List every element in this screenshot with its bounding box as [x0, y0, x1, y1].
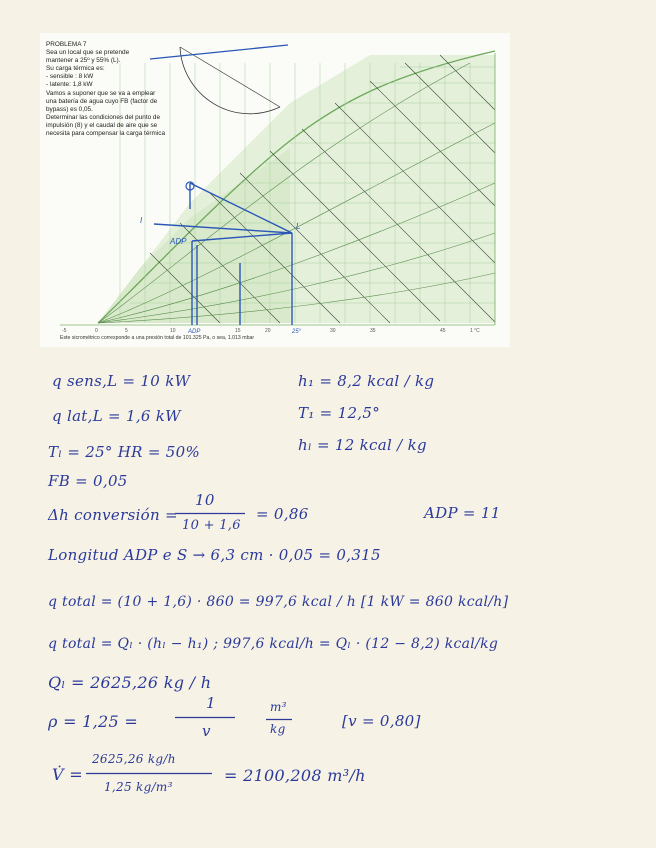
dh-fraction-bar: [175, 512, 245, 515]
bottom-axis-ticks: [62, 328, 480, 334]
svg-text:-5: -5: [62, 328, 67, 334]
density-unit-numerator: m³: [270, 700, 287, 714]
point-l-label: L: [296, 222, 301, 231]
adp-value: ADP = 11: [424, 504, 501, 522]
mass-flow-result: Qₗ = 2625,26 kg / h: [48, 673, 212, 692]
svg-text:35: 35: [370, 328, 376, 334]
axis-25-label: 25°: [292, 329, 302, 335]
problem-line: Determinar las condiciones del punto de: [46, 113, 161, 121]
psychrometric-chart-panel: [40, 33, 510, 347]
q-total-equation: q total = Qₗ · (hₗ − h₁) ; 997,6 kcal/h = Qₗ · (12 − 8,2) kcal/kg: [48, 636, 499, 652]
problem-line: una batería de agua cuyo FB (factor de: [46, 97, 158, 105]
dh-denominator: 10 + 1,6: [182, 518, 241, 533]
problem-line: - latente: 1,8 kW: [46, 81, 93, 89]
problem-title: PROBLEMA 7: [46, 41, 87, 48]
svg-text:45: 45: [440, 328, 446, 334]
chart-footnote: Este sicrométrico corresponde a una presión total de 101.325 Pa, o sea, 1.013 mbar: [60, 335, 255, 341]
svg-text:15: 15: [235, 328, 241, 334]
dh-result: = 0,86: [256, 505, 309, 523]
dh-numerator: 10: [195, 491, 215, 509]
svg-text:0: 0: [95, 328, 98, 334]
problem-statement: [46, 41, 216, 138]
problem-line: Vamos a suponer que se va a emplear: [46, 89, 156, 97]
svg-text:20: 20: [265, 328, 271, 334]
density-unit-bar: [266, 718, 292, 721]
density-numerator: 1: [206, 694, 216, 712]
volume-flow-bar: [86, 772, 212, 775]
problem-line: impulsión (8) y el caudal de aire que se: [46, 121, 158, 129]
bypass-factor: FB = 0,05: [48, 472, 128, 490]
axis-adp-label: ADP: [188, 329, 201, 335]
q-latent: q lat,L = 1,6 kW: [52, 407, 181, 425]
h1-value: h₁ = 8,2 kcal / kg: [298, 372, 435, 390]
density-denominator: v: [202, 722, 211, 740]
problem-line: Sea un local que se pretende: [46, 49, 130, 57]
svg-text:1 °C: 1 °C: [470, 328, 480, 334]
volume-flow-numerator: 2625,26 kg/h: [92, 752, 176, 766]
dh-label: Δh conversión =: [48, 506, 178, 524]
svg-text:30: 30: [330, 328, 336, 334]
specific-volume-note: [v = 0,80]: [342, 712, 421, 730]
point-i-label: I: [140, 216, 143, 225]
q-sensible: q sens,L = 10 kW: [52, 372, 191, 390]
volume-flow-label: V̇ =: [52, 765, 83, 784]
problem-line: mantener a 25º y 55% (L).: [46, 57, 121, 65]
problem-line: - sensible : 8 kW: [46, 73, 94, 81]
density-fraction-bar: [175, 716, 235, 719]
point-adp-label: ADP: [170, 237, 187, 246]
problem-line: Su carga térmica es:: [46, 65, 105, 73]
longitud-line: Longitud ADP e S → 6,3 cm · 0,05 = 0,315: [48, 546, 381, 564]
density-unit-denominator: kg: [270, 722, 286, 736]
volume-flow-result: = 2100,208 m³/h: [224, 766, 366, 785]
volume-flow-denominator: 1,25 kg/m³: [104, 780, 173, 794]
svg-text:5: 5: [125, 328, 128, 334]
q-total-line: q total = (10 + 1,6) · 860 = 997,6 kcal / h [1 kW = 860 kcal/h]: [48, 594, 509, 610]
local-conditions: Tₗ = 25° HR = 50%: [48, 443, 201, 461]
problem-line: necesita para compensar la carga térmica: [46, 130, 165, 138]
t1-value: T₁ = 12,5°: [298, 404, 381, 422]
hl-value: hₗ = 12 kcal / kg: [298, 436, 427, 454]
problem-line: bypass) es 0,05.: [46, 105, 93, 113]
svg-text:10: 10: [170, 328, 176, 334]
density-label: ρ = 1,25 =: [48, 712, 139, 731]
